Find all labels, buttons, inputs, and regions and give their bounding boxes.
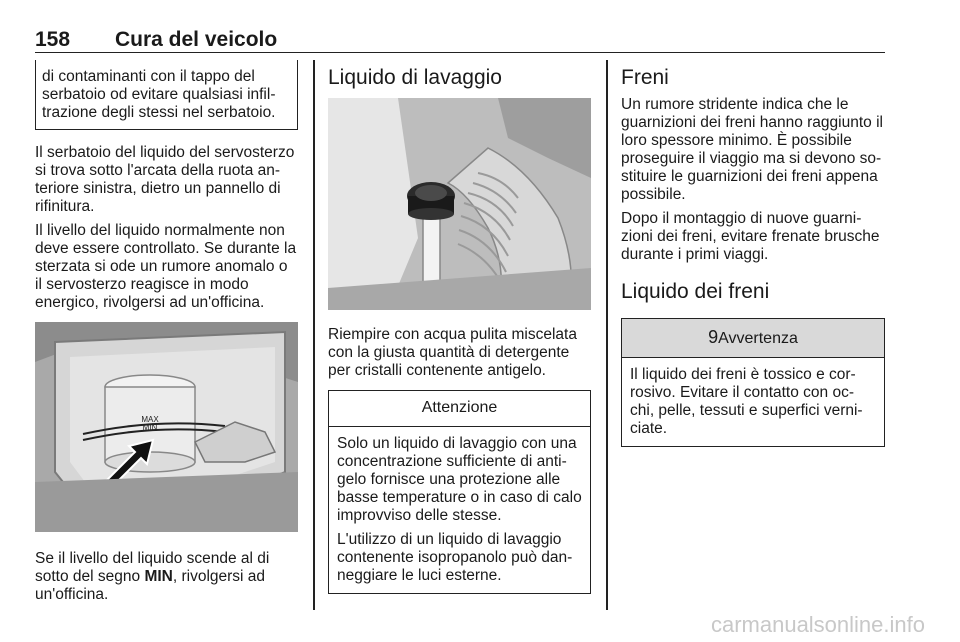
attention-notice-title: Attenzione xyxy=(329,391,590,427)
warning-notice-text: Il liquido dei freni è tossico e cor-rosivo. Evitare il contatto con oc-chi, pelle, tessuti e superfici verni-ciate. xyxy=(630,366,863,437)
column-divider-2 xyxy=(606,60,608,610)
warning-notice-title: Avvertenza xyxy=(718,330,798,347)
washer-fluid-heading: Liquido di lavaggio xyxy=(328,66,502,89)
brakes-heading: Freni xyxy=(621,66,669,89)
column-middle xyxy=(328,60,591,594)
max-mark-label: MAX xyxy=(141,415,159,424)
page-title: Cura del veicolo xyxy=(115,28,278,51)
page-number: 158 xyxy=(35,28,71,51)
column-divider-1 xyxy=(313,60,315,610)
attention-notice-paragraph-1: Solo un liquido di lavaggio con una concentrazione sufficiente di anti-gelo fornisce una protezione alle basse temperature o in caso di calo improvviso delle stesse. xyxy=(337,435,582,524)
attention-notice-paragraph-2: L'utilizzo di un liquido di lavaggio contenente isopropanolo può dan-neggiare le luci esterne. xyxy=(337,531,573,584)
brake-fluid-heading: Liquido dei freni xyxy=(621,280,770,303)
column-left xyxy=(35,60,298,610)
warning-notice-header xyxy=(622,319,884,358)
column-right xyxy=(621,60,885,447)
min-level-paragraph: Se il livello del liquido scende al di sotto del segno MIN, rivolgersi ad un'officina. xyxy=(35,550,270,603)
washer-fill-paragraph: Riempire con acqua pulita miscelata con la giusta quantità di detergente per cristalli contenente antigelo. xyxy=(328,326,577,379)
washer-reservoir-figure xyxy=(328,98,591,310)
attention-notice-box xyxy=(328,390,591,594)
power-steering-reservoir-figure xyxy=(35,322,298,532)
min-label-bold: MIN xyxy=(144,568,173,585)
page-header xyxy=(35,28,885,53)
continued-notice-box xyxy=(35,60,298,130)
warning-triangle-icon: 9 xyxy=(708,327,719,347)
brake-noise-paragraph: Un rumore stridente indica che le guarnizioni dei freni hanno raggiunto il loro spessore minimo. È possibile proseguire il viaggio ma si devono so-stituire le guarnizioni dei freni appena possibile. xyxy=(621,96,883,203)
watermark: carmanualsonline.info xyxy=(710,612,925,637)
continued-notice-text: di contaminanti con il tappo del serbatoio od evitare qualsiasi infil-trazione degli stessi nel serbatoio. xyxy=(42,68,276,121)
new-pads-paragraph: Dopo il montaggio di nuove guarni-zioni dei freni, evitare frenate brusche durante i primi viaggi. xyxy=(621,210,880,263)
power-steering-location-paragraph: Il serbatoio del liquido del servosterzo si trova sotto l'arcata della ruota an-teriore sinistra, dietro un pannello di rifinitura. xyxy=(35,144,295,215)
power-steering-check-paragraph: Il livello del liquido normalmente non deve essere controllato. Se durante la sterzata si ode un rumore anomalo o il servosterzo reagisce in modo energico, rivolgersi ad un'officina. xyxy=(35,222,297,311)
warning-notice-box xyxy=(621,318,885,447)
min-mark-label: MIN xyxy=(142,423,158,432)
